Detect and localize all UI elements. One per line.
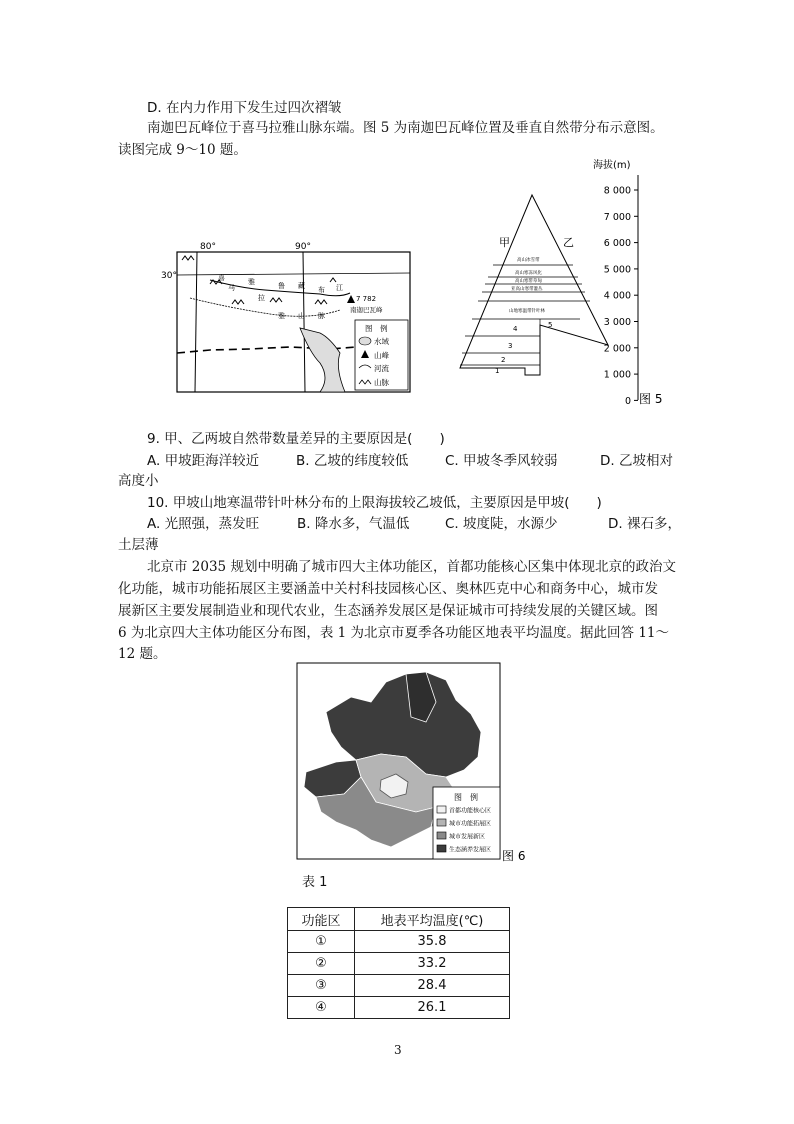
table-1-caption: 表 1 xyxy=(302,875,328,890)
y-axis-tick-label: 1 000 xyxy=(603,369,631,381)
table-header-row xyxy=(288,908,510,931)
legend-item-label: 生态涵养发展区 xyxy=(449,846,492,854)
zone-coniferous-forest: 山地寒温带针叶林 xyxy=(509,309,545,314)
side-jia-label: 甲 xyxy=(499,236,510,249)
map-label-shan: 山 xyxy=(298,312,305,320)
legend-item-label: 城市发展新区 xyxy=(449,833,486,841)
map5-legend xyxy=(355,320,408,390)
legend-mountain: 山脉 xyxy=(374,378,389,387)
intro-paragraph-line-2: 读图完成 9～10 题。 xyxy=(118,142,247,158)
figure-5-label: 图 5 xyxy=(639,392,663,406)
legend-swatch xyxy=(437,806,446,813)
table-cell-temp: 33.2 xyxy=(355,953,510,975)
table-header-zone: 功能区 xyxy=(288,908,355,931)
map-label-bu: 布 xyxy=(318,286,325,294)
intro-paragraph-line-1: 南迦巴瓦峰位于喜马拉雅山脉东端。图 5 为南迦巴瓦峰位置及垂直自然带分布示意图。 xyxy=(147,120,664,136)
beijing-paragraph-line-1: 北京市 2035 规划中明确了城市四大主体功能区，首都功能核心区集中体现北京的政治文 xyxy=(147,559,676,575)
lon-90-label: 90° xyxy=(295,242,311,252)
beijing-paragraph-line-5: 12 题。 xyxy=(118,646,167,662)
peak-elevation: 7 782 xyxy=(356,295,377,303)
zone-num-4: 4 xyxy=(513,325,518,333)
map-label-lu: 鲁 xyxy=(278,282,285,290)
y-axis-tick-label: 8 000 xyxy=(603,185,631,197)
q9-option-d-cont: 高度小 xyxy=(118,473,159,489)
table-header-temp: 地表平均温度(℃) xyxy=(355,908,510,931)
map-label-la: 拉 xyxy=(258,294,265,302)
zone-num-3: 3 xyxy=(508,342,513,350)
q9-option-b[interactable]: B. 乙坡的纬度较低 xyxy=(296,453,409,469)
q10-option-d-cont: 土层薄 xyxy=(118,537,159,553)
figure-6-legend xyxy=(433,787,500,859)
legend-title: 图 例 xyxy=(365,324,388,333)
y-axis-tick-label: 0 xyxy=(624,395,631,407)
map-label-zang: 藏 xyxy=(298,282,305,290)
figure-5-vertical-zone-profile xyxy=(455,153,690,413)
q10-option-d[interactable]: D. 裸石多， xyxy=(608,516,681,532)
legend-water: 水域 xyxy=(374,337,389,346)
y-axis-tick-label: 5 000 xyxy=(603,264,631,276)
page-number: 3 xyxy=(394,1043,402,1057)
legend-peak: 山峰 xyxy=(374,351,389,360)
table-cell-temp: 35.8 xyxy=(355,931,510,953)
zone-num-2: 2 xyxy=(501,356,506,364)
lat-30-label: 30° xyxy=(161,271,177,281)
beijing-paragraph-line-2: 化功能，城市功能拓展区主要涵盖中关村科技园核心区、奥林匹克中心和商务中心，城市发 xyxy=(118,581,658,597)
table-cell-zone: ③ xyxy=(288,975,355,997)
zone-frost-weathering: 高山寒冻风化 xyxy=(515,271,542,276)
y-axis-tick-label: 2 000 xyxy=(603,343,631,355)
fig6-legend-title: 图 例 xyxy=(454,793,478,802)
beijing-paragraph-line-4: 6 为北京四大主体功能区分布图，表 1 为北京市夏季各功能区地表平均温度。据此回答 11～ xyxy=(118,625,670,641)
legend-swatch xyxy=(437,832,446,839)
y-axis-ticks xyxy=(604,186,638,407)
table-row xyxy=(288,975,510,997)
table-cell-temp: 26.1 xyxy=(355,997,510,1019)
y-axis-title: 海拔(m) xyxy=(593,160,631,171)
beijing-paragraph-line-3: 展新区主要发展制造业和现代农业，生态涵养发展区是保证城市可持续发展的关键区域。图 xyxy=(118,603,658,619)
legend-river: 河流 xyxy=(374,364,389,373)
q10-option-a[interactable]: A. 光照强，蒸发旺 xyxy=(147,516,260,532)
q9-option-c[interactable]: C. 甲坡冬季风较弱 xyxy=(445,453,558,469)
option-d-prev-question: D. 在内力作用下发生过四次褶皱 xyxy=(147,100,342,116)
legend-item-label: 首都功能核心区 xyxy=(449,807,492,815)
figure-5-location-map xyxy=(161,238,420,398)
q10-option-b[interactable]: B. 降水多，气温低 xyxy=(297,516,410,532)
water-icon xyxy=(359,337,371,345)
y-axis-tick-label: 6 000 xyxy=(603,238,631,250)
y-axis-tick-label: 4 000 xyxy=(603,290,631,302)
table-row xyxy=(288,931,510,953)
peak-name: 南迦巴瓦峰 xyxy=(350,306,383,314)
map-label-mai: 脉 xyxy=(318,312,325,320)
table-row xyxy=(288,997,510,1019)
zone-ice-snow: 高山冰雪带 xyxy=(517,258,540,263)
map-label-ya: 雅 xyxy=(248,278,255,286)
figure-6-beijing-map xyxy=(296,662,536,864)
lon-80-label: 80° xyxy=(200,242,216,252)
question-10: 10. 甲坡山地寒温带针叶林分布的上限海拔较乙坡低，主要原因是甲坡( ) xyxy=(147,495,602,511)
question-9: 9. 甲、乙两坡自然带数量差异的主要原因是( ) xyxy=(147,431,445,447)
table-1 xyxy=(287,907,510,1019)
table-row xyxy=(288,953,510,975)
legend-swatch xyxy=(437,845,446,852)
zone-num-1: 1 xyxy=(495,367,500,375)
table-cell-zone: ④ xyxy=(288,997,355,1019)
q10-option-c[interactable]: C. 坡度陡，水源少 xyxy=(445,516,558,532)
legend-swatch xyxy=(437,819,446,826)
y-axis-tick-label: 3 000 xyxy=(603,317,631,328)
q9-option-a[interactable]: A. 甲坡距海洋较近 xyxy=(147,453,260,469)
zone-subalpine-shrub: 亚高山寒带灌丛 xyxy=(511,287,543,292)
map-label-ya2: 雅 xyxy=(278,312,285,320)
legend-item-label: 城市功能拓展区 xyxy=(449,820,492,828)
side-yi-label: 乙 xyxy=(563,236,574,249)
figure-6-label: 图 6 xyxy=(502,849,526,863)
q9-option-d[interactable]: D. 乙坡相对 xyxy=(600,453,673,469)
map-label-xi: 喜 xyxy=(218,274,225,282)
zone-alpine-meadow: 高山寒带草甸 xyxy=(515,279,542,284)
y-axis-tick-label: 7 000 xyxy=(603,211,631,223)
map-label-ma: 马 xyxy=(228,284,235,292)
map-label-jiang: 江 xyxy=(336,284,343,292)
table-cell-temp: 28.4 xyxy=(355,975,510,997)
zone-num-5: 5 xyxy=(548,321,553,329)
table-cell-zone: ② xyxy=(288,953,355,975)
table-cell-zone: ① xyxy=(288,931,355,953)
